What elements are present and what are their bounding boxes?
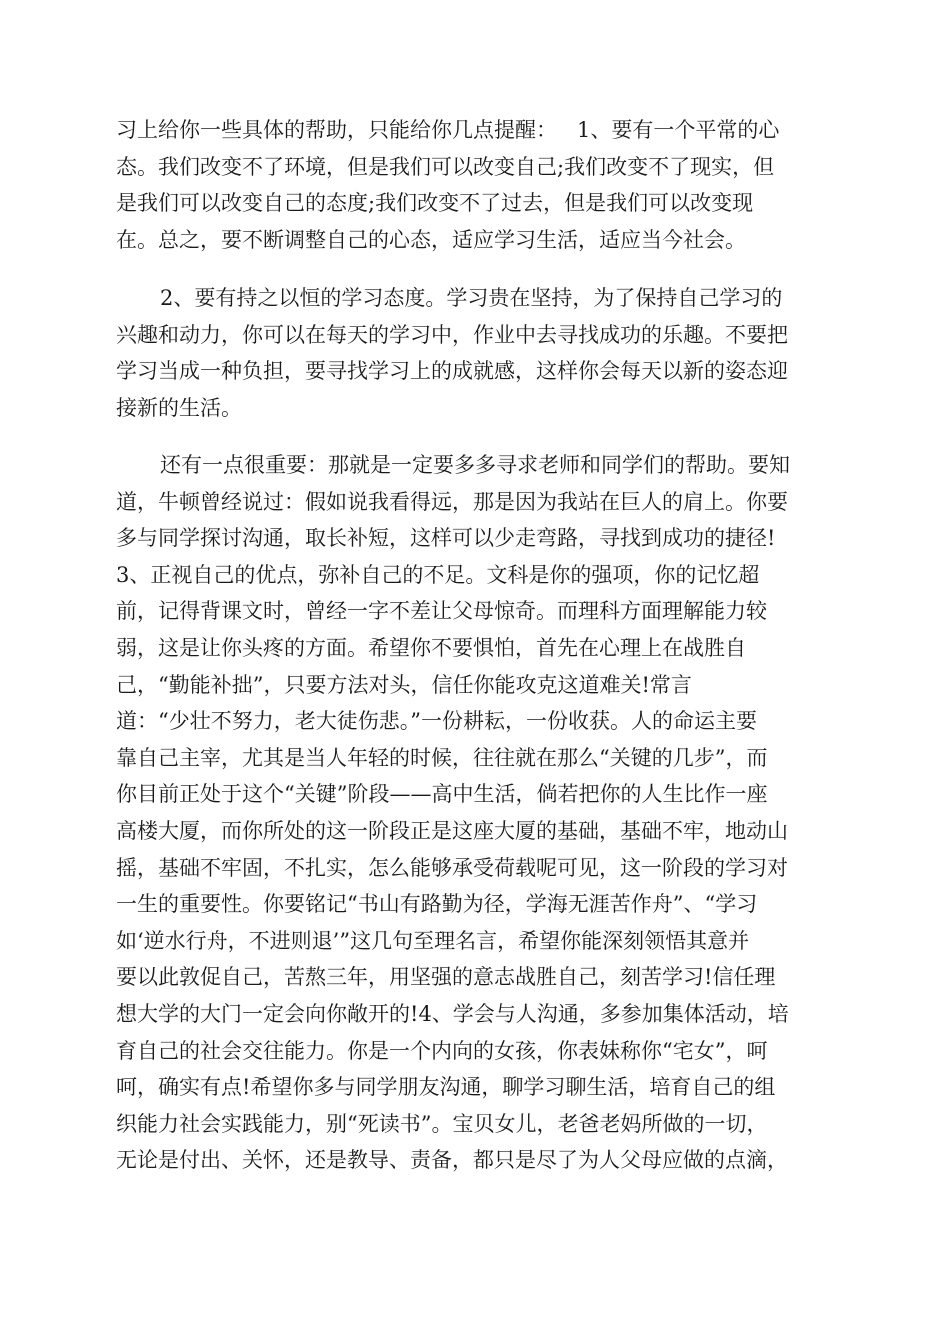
text-line: 道：“少壮不努力，老大徒伤悲。”一份耕耘，一份收获。人的命运主要 [116, 709, 757, 734]
text-line: 高楼大厦，而你所处的这一阶段正是这座大厦的基础，基础不牢，地动山 [116, 818, 788, 843]
text-line: 还有一点很重要：那就是一定要多多寻求老师和同学们的帮助。要知 [160, 453, 790, 477]
text-line: 道，牛顿曾经说过：假如说我看得远，那是因为我站在巨人的肩上。你要 [116, 489, 788, 514]
text-line: 是我们可以改变自己的态度;我们改变不了过去，但是我们可以改变现 [116, 191, 754, 216]
text-line: 无论是付出、关怀，还是教导、责备，都只是尽了为人父母应做的点滴， [116, 1148, 788, 1173]
text-line: 在。总之，要不断调整自己的心态，适应学习生活，适应当今社会。 [116, 227, 746, 252]
text-line: 织能力社会实践能力，别“死读书”。宝贝女儿，老爸老妈所做的一切， [116, 1111, 768, 1136]
text-line: 呵，确实有点!希望你多与同学朋友沟通，聊学习聊生活，培育自己的组 [116, 1075, 776, 1100]
text-line: 多与同学探讨沟通，取长补短，这样可以少走弯路，寻找到成功的捷径! [116, 526, 776, 551]
text-line: 态。我们改变不了环境，但是我们可以改变自己;我们改变不了现实，但 [116, 154, 775, 179]
text-line: 2、要有持之以恒的学习态度。学习贵在坚持，为了保持自己学习的 [160, 286, 783, 310]
text-line: 弱，这是让你头疼的方面。希望你不要惧怕，首先在心理上在战胜自 [116, 635, 746, 660]
text-line: 育自己的社会交往能力。你是一个内向的女孩，你表妹称你“宅女”，呵 [116, 1038, 768, 1063]
paragraph-2 [116, 280, 788, 426]
paragraph-3 [116, 447, 790, 1179]
text-line: 3、正视自己的优点，弥补自己的不足。文科是你的强项，你的记忆超 [116, 562, 760, 587]
text-line: 摇，基础不牢固，不扎实，怎么能够承受荷载呢可见，这一阶段的学习对 [116, 855, 788, 880]
text-line: 接新的生活。 [116, 395, 242, 420]
text-line: 要以此敦促自己，苦熬三年，用坚强的意志战胜自己，刻苦学习!信任理 [116, 965, 776, 990]
text-line: 想大学的大门一定会向你敞开的!4、学会与人沟通，多参加集体活动，培 [116, 1001, 789, 1026]
text-line: 靠自己主宰，尤其是当人年轻的时候，往往就在那么“关键的几步”，而 [116, 745, 768, 770]
text-line: 一生的重要性。你要铭记“书山有路勤为径，学海无涯苦作舟”、“学习 [116, 892, 758, 917]
text-line: 学习当成一种负担，要寻找学习上的成就感，这样你会每天以新的姿态迎 [116, 359, 788, 384]
paragraph-1 [116, 112, 779, 258]
text-line: 如‘逆水行舟，不进则退’”这几句至理名言，希望你能深刻领悟其意并 [116, 928, 750, 953]
text-line: 习上给你一些具体的帮助，只能给你几点提醒： 1、要有一个平常的心 [116, 118, 780, 142]
text-line: 你目前正处于这个“关键”阶段——高中生活，倘若把你的人生比作一座 [116, 782, 768, 807]
text-line: 己，“勤能补拙”，只要方法对头，信任你能攻克这道难关!常言 [116, 672, 692, 697]
text-line: 前，记得背课文时，曾经一字不差让父母惊奇。而理科方面理解能力较 [116, 599, 767, 624]
text-line: 兴趣和动力，你可以在每天的学习中，作业中去寻找成功的乐趣。不要把 [116, 322, 788, 347]
